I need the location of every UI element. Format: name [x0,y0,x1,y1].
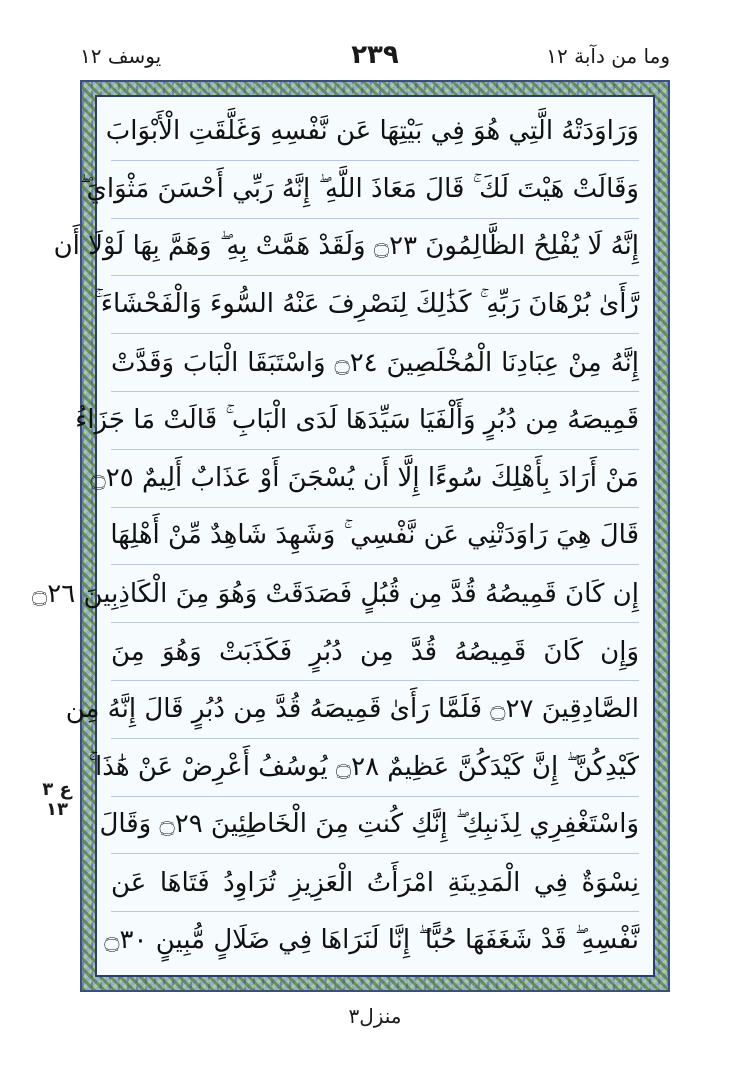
verse-line: إِنَّهُ لَا يُفْلِحُ الظَّالِمُونَ ۝٢٣ وَلَقَدْ هَمَّتْ بِهِ ۖ وَهَمَّ بِهَا لَوْلَا أَن [111,219,639,277]
verse-line: إِن كَانَ قَمِيصُهُ قُدَّ مِن قُبُلٍ فَصَدَقَتْ وَهُوَ مِنَ الْكَاذِبِينَ ۝٢٦ [111,565,639,623]
verse-line: وَرَاوَدَتْهُ الَّتِي هُوَ فِي بَيْتِهَا عَن نَّفْسِهِ وَغَلَّقَتِ الْأَبْوَابَ [111,103,639,161]
verse-line: وَقَالَتْ هَيْتَ لَكَ ۚ قَالَ مَعَاذَ اللَّهِ ۖ إِنَّهُ رَبِّي أَحْسَنَ مَثْوَايَ ۖ [111,161,639,219]
verse-line: وَاسْتَغْفِرِي لِذَنبِكِ ۖ إِنَّكِ كُنتِ مِنَ الْخَاطِئِينَ ۝٢٩ وَقَالَ [111,797,639,855]
verse-line: الصَّادِقِينَ ۝٢٧ فَلَمَّا رَأَىٰ قَمِيصَهُ قُدَّ مِن دُبُرٍ قَالَ إِنَّهُ مِن [111,681,639,739]
ruku-marker: ع ٣ ١٣ [42,779,72,820]
surah-name: يوسف ١٢ [80,44,162,68]
juz-name: وما من دآبة ١٢ [546,44,670,68]
manzil-label: منزل٣ [348,1004,402,1028]
page-header [80,40,670,80]
verse-line: قَمِيصَهُ مِن دُبُرٍ وَأَلْفَيَا سَيِّدَهَا لَدَى الْبَابِ ۚ قَالَتْ مَا جَزَاءُ [111,392,639,450]
verse-line: إِنَّهُ مِنْ عِبَادِنَا الْمُخْلَصِينَ ۝٢٤ وَاسْتَبَقَا الْبَابَ وَقَدَّتْ [111,334,639,392]
verse-line: مَنْ أَرَادَ بِأَهْلِكَ سُوءًا إِلَّا أَن يُسْجَنَ أَوْ عَذَابٌ أَلِيمٌ ۝٢٥ [111,450,639,508]
verse-line: وَإِن كَانَ قَمِيصُهُ قُدَّ مِن دُبُرٍ فَكَذَبَتْ وَهُوَ مِنَ [111,623,639,681]
verse-line: قَالَ هِيَ رَاوَدَتْنِي عَن نَّفْسِي ۚ وَشَهِدَ شَاهِدٌ مِّنْ أَهْلِهَا [111,508,639,566]
verse-line: كَيْدِكُنَّ ۖ إِنَّ كَيْدَكُنَّ عَظِيمٌ ۝٢٨ يُوسُفُ أَعْرِضْ عَنْ هَٰذَا ۚ [111,739,639,797]
verse-line: نَّفْسِهِ ۖ قَدْ شَغَفَهَا حُبًّا ۖ إِنَّا لَنَرَاهَا فِي ضَلَالٍ مُّبِينٍ ۝٣٠ [104,925,639,956]
verse-line: رَّأَىٰ بُرْهَانَ رَبِّهِ ۚ كَذَٰلِكَ لِنَصْرِفَ عَنْهُ السُّوءَ وَالْفَحْشَاءَ ۚ [111,276,639,334]
page-number: ٢٣٩ [351,40,399,70]
verse-line: نِسْوَةٌ فِي الْمَدِينَةِ امْرَأَتُ الْعَزِيزِ تُرَاوِدُ فَتَاهَا عَن [111,854,639,912]
